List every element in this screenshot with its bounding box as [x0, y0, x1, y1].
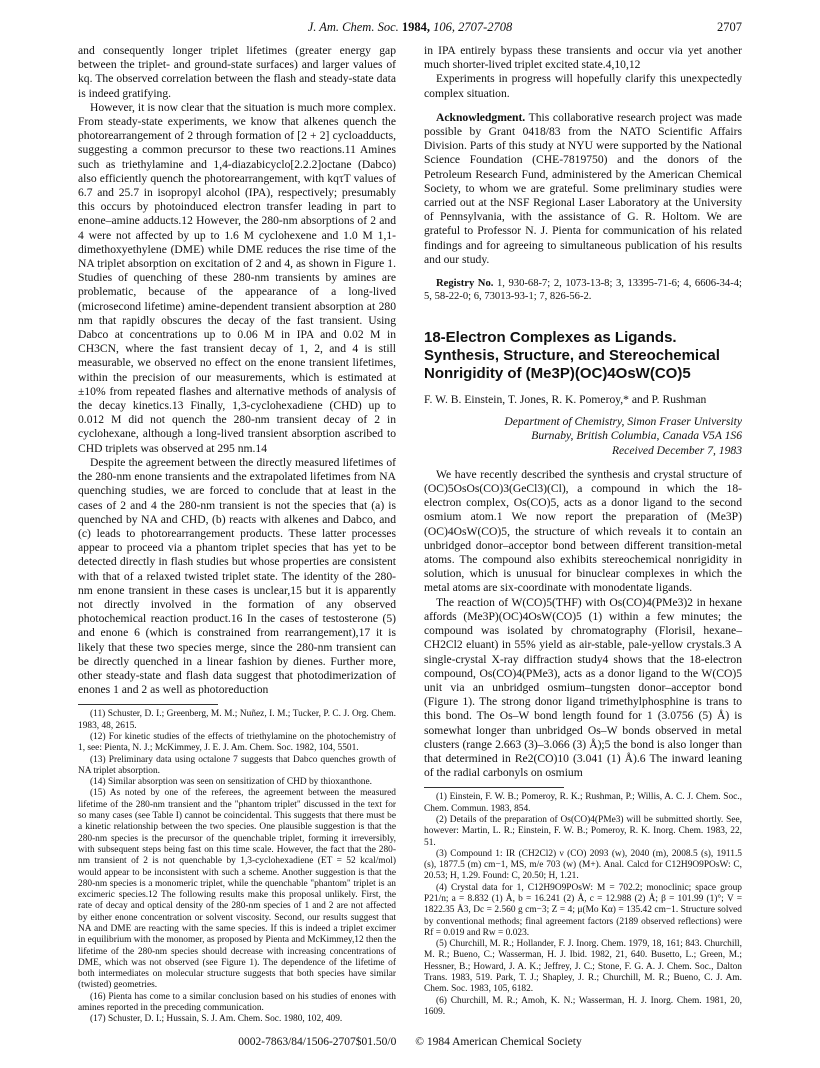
journal-name: J. Am. Chem. Soc. [307, 20, 399, 34]
footnote-divider [424, 787, 564, 788]
paragraph: We have recently described the synthesis and crystal structure of (OC)5OsOs(CO)3(GeCl3)(Cl), a compound in which the 18-electron complex, Os(CO)5, acts as a donor ligand to the second osmium atom.1 We now report the preparation of (Me3P)(OC)4OsW(CO)5, the structure of which reveals it to contain an unbridged donor–acceptor bond between different transition-metal atoms. The compound also exhibits stereochemical nonrigidity in solution, which is unusual for binuclear complexes in which the metal atoms are six-coordinate with monodentate ligands. [424, 467, 742, 595]
footnote: (13) Preliminary data using octalone 7 suggests that Dabco quenches growth of NA triplet absorption. [78, 754, 396, 776]
running-head [78, 20, 742, 35]
footnote: (12) For kinetic studies of the effects of triethylamine on the photochemistry of 1, see: Pienta, N. J.; McKimmey, J. E. J. Am. Chem. Soc. 1982, 104, 5501. [78, 731, 396, 754]
copyright-notice: © 1984 American Chemical Society [415, 1036, 582, 1048]
footnotes-right [424, 792, 742, 1018]
footnote: (15) As noted by one of the referees, the agreement between the measured lifetime of the 280-nm transient and the "phantom triplet" discussed in the text for so many cases (see Table I) cannot be coincidental. This suggests that there must be a kinetic relationship between the two species. One plausible suggestion is that the 280-nm species is the precursor of the quenchable triplet, forming it irreversibly, with subsequent steps being fast on this time scale. However, the fact that the 280-nm transient of 2 is not quenchable by 1,3-cyclohexadiene (ET = 52 kcal/mol) would appear to be inconsistent with such a scheme. Another suggestion is that the 280-nm species is a monomeric triplet, while the quenchable "phantom" triplet is an excimeric species.12 The following results make this proposal unlikely. First, the rate of decay and optical density of the 280-nm species of 1 and 2 are not affected by either enone concentration or solvent viscosity. Second, our results suggest that NA and DME are reacting with the same species. If this is indeed a triplet excimer in equilibrium with the monomer, as proposed by Pienta and McKimmey,12 then the lifetime of the 280-nm species should decrease with increasing concentrations of DME, which was not observed (see Figure 1). The dependence of the lifetime of both intermediates on molecular structure suggests that both species have similar (twisted) geometries. [78, 788, 396, 991]
acknowledgment [424, 111, 742, 267]
footnote: (11) Schuster, D. I.; Greenberg, M. M.; Nuñez, I. M.; Tucker, P. C. J. Org. Chem. 1983, 48, 2615. [78, 709, 396, 731]
right-column [424, 44, 742, 1018]
footnote: (17) Schuster, D. I.; Hussain, S. J. Am. Chem. Soc. 1980, 102, 409. [90, 1014, 343, 1025]
page-footer [78, 1036, 742, 1048]
footnote: (16) Pienta has come to a similar conclusion based on his studies of enones with amines reported in the preceding communication. [78, 991, 396, 1014]
affiliation-line-2: Burnaby, British Columbia, Canada V5A 1S6 [531, 429, 742, 443]
paragraph: Experiments in progress will hopefully clarify this unexpectedly complex situation. [424, 72, 742, 100]
journal-pages: 2707-2708 [458, 20, 513, 34]
registry-text: 1, 930-68-7; 2, 1073-13-8; 3, 13395-71-6; 4, 6606-34-4; 5, 58-22-0; 6, 73013-93-1; 7, 826-56-2. [424, 278, 742, 303]
issn-code: 0002-7863/84/1506-2707$01.50/0 [238, 1036, 397, 1048]
footnotes-left [78, 709, 396, 1025]
registry-label: Registry No. [436, 278, 494, 290]
paragraph: Despite the agreement between the directly measured lifetimes of the 280-nm enone transients and the extrapolated lifetimes from NA quenching studies, we are forced to conclude that at least in the cases of 2 and 4 the 280-nm transient is not the species that (a) is quenched by NA and CHD, (b) reacts with alkenes and Dabco, and (c) leads to photorearrangement products. These latter processes appear to proceed via a phantom triplet species that has yet to be detected directly in flash studies but whose properties are consistent with that of a relaxed twisted triplet state. The identity of the 280-nm enone transient in these cases is unclear,15 but it is apparently not directly involved in the formation of any observed photochemical reaction product.16 In the cases of testosterone (5) and enone 6 (which is constrained from rearrangement),17 it is likely that these two species merge, since the 280-nm transient can be directly quenched in a linear fashion by dienes. Further more, other steady-state and flash data suggest that photodimerization of enones 1 and 2 as well as photoreduction [78, 455, 396, 697]
acknowledgment-title: Acknowledgment. [436, 110, 526, 124]
footnote: (4) Crystal data for 1, C12H9O9POsW: M = 702.2; monoclinic; space group P21/n; a = 8.832 (1) Å, b = 16.241 (2) Å, c = 12.988 (2) Å; β = 101.99 (1)°; V = 1822.35 Å3, Dc = 2.560 g cm−3; Z = 4; μ(Mo Kα) = 135.42 cm−1. Structure solved by conventional methods; final agreement factors (2189 observed reflections) were Rf = 0.019 and Rw = 0.023. [424, 882, 742, 938]
acknowledgment-text: This collaborative research project was made possible by Grant 0418/83 from the NATO Scientific Affairs Division. Parts of this study at NYU were supported by the National Science Foundation (CHE-7819750) and the donors of the Petroleum Research Fund, administered by the American Chemical Society, to whom we are grateful. Some preliminary studies were carried out at the NSF Regional Laser Laboratory at the University of Pennsylvania, with the assistance of G. R. Holtom. We are grateful to Professor N. J. Pienta for communication of his related findings and for agreeing to simultaneous publication of his results and our study. [424, 110, 742, 266]
journal-year: 1984, [401, 20, 431, 34]
paragraph: and consequently longer triplet lifetimes (greater energy gap between the triplet- and ground-state surfaces) and larger values of kq. The observed correlation between the flash and steady-state data is indeed gratifying. [78, 44, 396, 100]
footnote: (5) Churchill, M. R.; Hollander, F. J. Inorg. Chem. 1979, 18, 161; 843. Churchill, M. R.; Bueno, C.; Wasserman, H. J. Ibid. 1982, 21, 640. Busetto, L.; Green, M.; Hessner, B.; Howard, J. A. K.; Jeffrey, J. C.; Stone, F. G. A. J. Chem. Soc., Dalton Trans. 1983, 519. Park, T. J.; Shapley, J. R.; Churchill, M. R.; Bueno, C. J. Am. Chem. Soc. 1983, 105, 6182. [424, 939, 742, 995]
footnote: (14) Similar absorption was seen on sensitization of CHD by thioxanthone. [90, 777, 372, 788]
article-title: 18-Electron Complexes as Ligands. Synthesis, Structure, and Stereochemical Nonrigidity of (Me3P)(OC)4OsW(CO)5 [424, 329, 720, 383]
footnote: (6) Churchill, M. R.; Amoh, K. N.; Wasserman, H. J. Inorg. Chem. 1981, 20, 1609. [424, 995, 742, 1017]
footnote: (2) Details of the preparation of Os(CO)4(PMe3) will be submitted shortly. See, however: Martin, L. R.; Einstein, F. W. B.; Pomeroy, R. K. Inorg. Chem. 1983, 22, 51. [424, 814, 742, 848]
left-column [78, 44, 396, 1026]
footnote: (1) Einstein, F. W. B.; Pomeroy, R. K.; Rushman, P.; Willis, A. C. J. Chem. Soc., Chem. Commun. 1983, 854. [424, 792, 742, 814]
page-header [78, 20, 742, 38]
affiliation-line-1: Department of Chemistry, Simon Fraser University [504, 415, 742, 429]
paragraph: in IPA entirely bypass these transients and occur via yet another much shorter-lived triplet excited state.4,10,12 [424, 44, 742, 72]
footnote: (3) Compound 1: IR (CH2Cl2) ν (CO) 2093 (w), 2040 (m), 2008.5 (s), 1911.5 (s), 1877.5 (m) cm−1, MS, m/e 703 (w) (M+). Anal. Calcd for C12H9O9POsW: C, 20.53; H, 1.29. Found: C, 20.50; H, 1.21. [424, 848, 742, 882]
paragraph: However, it is now clear that the situation is much more complex. From steady-state experiments, we know that alkenes quench the photorearrangement of 2 through formation of [2 + 2] cycloadducts, suggesting a common precursor to these two reactions.11 Amines such as triethylamine and 1,4-diazabicyclo[2.2.2]octane (Dabco) also efficiently quench the photorearrangement, with kqτT values of 6.7 and 25.7 in isopropyl alcohol (IPA), respectively; presumably this occurs by photoinduced electron transfer leading in part to enone–amine adducts.12 However, the 280-nm absorptions of 2 and 4 were not affected by up to 1.6 M cyclohexene and 1.0 M 1,1-dimethoxyethylene (DME) while DME reduces the rise time of the NA triplet absorption on excitation of 2 and 4, as shown in Figure 1. Studies of quenching of these 280-nm transients by amines are problematic, because of the appearance of a long-lived (microsecond lifetime) amine-dependent transient absorption at 280 nm that rapidly obscures the decay of the fast transient. Using Dabco at concentrations up to 0.06 M in IPA and 0.02 M in CH3CN, where the fast transient decay of 1, 2, and 4 is still measurable, we observed no effect on the enone transient lifetimes, within the precision of our measurements, which is estimated at ±10% from repeated flashes and alternative methods of analysis of the decay kinetics.13 Finally, 1,3-cyclohexadiene (CHD) up to 0.012 M did not quench the 280-nm transient decay of 2 in cyclohexane, although a long-lived transient absorption ascribed to CHD triplets was observed at 295 nm.14 [78, 100, 396, 455]
received-date: Received December 7, 1983 [611, 443, 742, 457]
footnote-divider [78, 704, 218, 705]
page-number: 2707 [717, 20, 742, 34]
registry-numbers [424, 277, 742, 303]
article-authors: F. W. B. Einstein, T. Jones, R. K. Pomeroy,* and P. Rushman [424, 393, 707, 407]
paragraph: The reaction of W(CO)5(THF) with Os(CO)4(PMe3)2 in hexane affords (Me3P)(OC)4OsW(CO)5 (1) within a few minutes; the compound was isolated by chromatography (Florisil, hexane–CH2Cl2 eluant) in 55% yield as air-stable, pale-yellow crystals.3 A single-crystal X-ray diffraction study4 shows that the 18-electron compound, Os(CO)4(PMe3), acts as a donor ligand to the W(CO)5 unit via an unbridged osmium–tungsten donor–acceptor bond (Figure 1). The strong donor ligand trimethylphosphine is trans to this bond. The Os–W bond length found for 1 (3.0756 (5) Å) is somewhat longer than unbridged Os–W bonds observed in metal clusters (range 2.663 (3)–3.066 (3) Å);5 the bond is also longer than that determined in Re2(CO)10 (3.041 (1) Å).6 The inward leaning of the radial carbonyls on osmium [424, 595, 742, 780]
journal-volume: 106, [433, 20, 456, 34]
